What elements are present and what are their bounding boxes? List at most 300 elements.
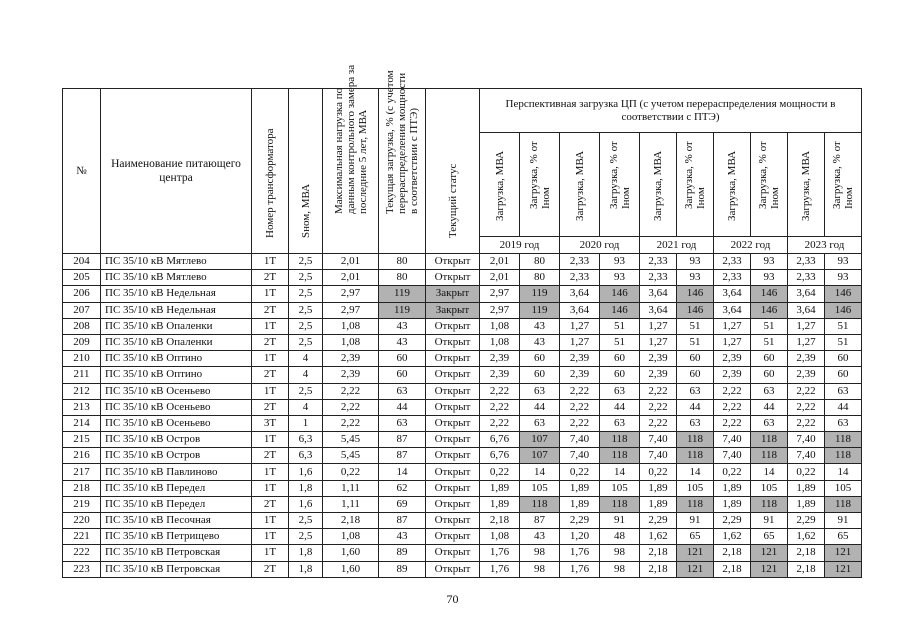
- transformer-cell: 1Т: [252, 254, 289, 270]
- prospective-load-pct-cell: 91: [825, 513, 862, 529]
- prospective-load-pct-cell: 121: [677, 545, 714, 561]
- prospective-load-mva-cell: 2,22: [714, 415, 751, 431]
- prospective-load-pct-cell: 119: [520, 286, 560, 302]
- header-transformer-number: Номер трансформатора: [252, 89, 289, 254]
- prospective-load-pct-cell: 146: [751, 286, 788, 302]
- table-row: [63, 270, 862, 286]
- current-load-cell: 63: [379, 383, 426, 399]
- prospective-load-pct-cell: 14: [751, 464, 788, 480]
- num-cell: 222: [63, 545, 101, 561]
- prospective-load-mva-cell: 3,64: [714, 302, 751, 318]
- snom-cell: 4: [289, 351, 323, 367]
- prospective-load-pct-cell: 60: [520, 367, 560, 383]
- prospective-load-pct-cell: 93: [825, 254, 862, 270]
- prospective-load-mva-cell: 0,22: [788, 464, 825, 480]
- header-load-pct: Загрузка, % от Iном: [751, 133, 788, 237]
- prospective-load-pct-cell: 63: [600, 383, 640, 399]
- prospective-load-mva-cell: 2,39: [714, 367, 751, 383]
- header-snom: Sном, МВА: [289, 89, 323, 254]
- center-name-cell: ПС 35/10 кВ Петровская: [101, 561, 252, 577]
- prospective-load-pct-cell: 60: [600, 367, 640, 383]
- header-load-mva: Загрузка, МВА: [480, 133, 520, 237]
- transformer-cell: 2Т: [252, 367, 289, 383]
- prospective-load-pct-cell: 146: [600, 286, 640, 302]
- transformer-cell: 1Т: [252, 529, 289, 545]
- transformer-cell: 2Т: [252, 270, 289, 286]
- prospective-load-mva-cell: 2,97: [480, 286, 520, 302]
- prospective-load-pct-cell: 91: [751, 513, 788, 529]
- current-load-cell: 60: [379, 367, 426, 383]
- transformer-cell: 2Т: [252, 334, 289, 350]
- prospective-load-pct-cell: 65: [751, 529, 788, 545]
- current-load-cell: 87: [379, 432, 426, 448]
- prospective-load-mva-cell: 2,22: [480, 415, 520, 431]
- snom-cell: 2,5: [289, 318, 323, 334]
- prospective-load-mva-cell: 2,22: [560, 399, 600, 415]
- status-cell: Открыт: [426, 318, 480, 334]
- current-load-cell: 43: [379, 334, 426, 350]
- prospective-load-mva-cell: 6,76: [480, 432, 520, 448]
- prospective-load-mva-cell: 1,89: [480, 496, 520, 512]
- status-cell: Закрыт: [426, 302, 480, 318]
- snom-cell: 6,3: [289, 432, 323, 448]
- prospective-load-pct-cell: 63: [600, 415, 640, 431]
- prospective-load-mva-cell: 1,76: [480, 561, 520, 577]
- prospective-load-mva-cell: 6,76: [480, 448, 520, 464]
- prospective-load-pct-cell: 146: [825, 286, 862, 302]
- prospective-load-mva-cell: 7,40: [788, 432, 825, 448]
- prospective-load-pct-cell: 118: [825, 432, 862, 448]
- prospective-load-pct-cell: 146: [751, 302, 788, 318]
- header-current-status: Текущий статус: [426, 89, 480, 254]
- status-cell: Открыт: [426, 270, 480, 286]
- prospective-load-pct-cell: 14: [825, 464, 862, 480]
- status-cell: Открыт: [426, 513, 480, 529]
- current-load-cell: 80: [379, 254, 426, 270]
- prospective-load-pct-cell: 60: [825, 367, 862, 383]
- prospective-load-pct-cell: 93: [600, 270, 640, 286]
- transformer-cell: 1Т: [252, 513, 289, 529]
- prospective-load-pct-cell: 118: [600, 496, 640, 512]
- prospective-load-pct-cell: 60: [677, 351, 714, 367]
- max-load-cell: 0,22: [323, 464, 379, 480]
- prospective-load-mva-cell: 0,22: [640, 464, 677, 480]
- center-name-cell: ПС 35/10 кВ Осеньево: [101, 415, 252, 431]
- prospective-load-pct-cell: 44: [600, 399, 640, 415]
- prospective-load-pct-cell: 105: [751, 480, 788, 496]
- current-load-cell: 14: [379, 464, 426, 480]
- max-load-cell: 5,45: [323, 448, 379, 464]
- snom-cell: 2,5: [289, 286, 323, 302]
- transformer-cell: 1Т: [252, 286, 289, 302]
- prospective-load-pct-cell: 60: [825, 351, 862, 367]
- load-table: [62, 64, 862, 578]
- transformer-cell: 1Т: [252, 432, 289, 448]
- transformer-cell: 2Т: [252, 399, 289, 415]
- num-cell: 216: [63, 448, 101, 464]
- max-load-cell: 2,39: [323, 367, 379, 383]
- table-row: [63, 351, 862, 367]
- max-load-cell: 1,11: [323, 496, 379, 512]
- prospective-load-mva-cell: 1,20: [560, 529, 600, 545]
- snom-cell: 2,5: [289, 383, 323, 399]
- header-year: 2020 год: [560, 237, 640, 254]
- prospective-load-pct-cell: 43: [520, 529, 560, 545]
- prospective-load-mva-cell: 1,89: [560, 496, 600, 512]
- prospective-load-pct-cell: 51: [677, 334, 714, 350]
- status-cell: Открыт: [426, 334, 480, 350]
- prospective-load-pct-cell: 48: [600, 529, 640, 545]
- prospective-load-pct-cell: 60: [677, 367, 714, 383]
- header-load-mva: Загрузка, МВА: [788, 133, 825, 237]
- prospective-load-pct-cell: 63: [751, 415, 788, 431]
- transformer-cell: 2Т: [252, 448, 289, 464]
- prospective-load-pct-cell: 63: [825, 415, 862, 431]
- center-name-cell: ПС 35/10 кВ Песочная: [101, 513, 252, 529]
- num-cell: 210: [63, 351, 101, 367]
- prospective-load-pct-cell: 63: [677, 383, 714, 399]
- num-cell: 212: [63, 383, 101, 399]
- prospective-load-pct-cell: 107: [520, 432, 560, 448]
- prospective-load-mva-cell: 1,62: [714, 529, 751, 545]
- prospective-load-pct-cell: 91: [600, 513, 640, 529]
- max-load-cell: 1,08: [323, 318, 379, 334]
- prospective-load-pct-cell: 65: [677, 529, 714, 545]
- prospective-load-mva-cell: 2,29: [714, 513, 751, 529]
- prospective-load-mva-cell: 2,22: [788, 415, 825, 431]
- status-cell: Открыт: [426, 432, 480, 448]
- transformer-cell: 2Т: [252, 496, 289, 512]
- prospective-load-mva-cell: 7,40: [714, 448, 751, 464]
- current-load-cell: 69: [379, 496, 426, 512]
- prospective-load-mva-cell: 1,89: [560, 480, 600, 496]
- prospective-load-mva-cell: 2,18: [788, 545, 825, 561]
- prospective-load-mva-cell: 1,27: [788, 334, 825, 350]
- snom-cell: 1,6: [289, 496, 323, 512]
- num-cell: 208: [63, 318, 101, 334]
- prospective-load-pct-cell: 146: [600, 302, 640, 318]
- num-cell: 218: [63, 480, 101, 496]
- status-cell: Закрыт: [426, 286, 480, 302]
- table-row: [63, 302, 862, 318]
- prospective-load-pct-cell: 98: [600, 545, 640, 561]
- prospective-load-mva-cell: 2,22: [560, 383, 600, 399]
- prospective-load-mva-cell: 3,64: [788, 302, 825, 318]
- prospective-load-pct-cell: 44: [825, 399, 862, 415]
- max-load-cell: 1,11: [323, 480, 379, 496]
- max-load-cell: 2,22: [323, 415, 379, 431]
- status-cell: Открыт: [426, 254, 480, 270]
- transformer-cell: 3Т: [252, 415, 289, 431]
- prospective-load-mva-cell: 1,08: [480, 318, 520, 334]
- prospective-load-mva-cell: 1,08: [480, 334, 520, 350]
- prospective-load-mva-cell: 2,22: [714, 383, 751, 399]
- prospective-load-pct-cell: 63: [520, 415, 560, 431]
- prospective-load-mva-cell: 2,33: [560, 270, 600, 286]
- prospective-load-mva-cell: 1,62: [788, 529, 825, 545]
- table-row: [63, 383, 862, 399]
- snom-cell: 2,5: [289, 334, 323, 350]
- prospective-load-mva-cell: 2,18: [640, 561, 677, 577]
- transformer-cell: 2Т: [252, 561, 289, 577]
- prospective-load-pct-cell: 105: [677, 480, 714, 496]
- prospective-load-pct-cell: 118: [677, 432, 714, 448]
- prospective-load-pct-cell: 51: [677, 318, 714, 334]
- transformer-cell: 2Т: [252, 302, 289, 318]
- num-cell: 217: [63, 464, 101, 480]
- prospective-load-mva-cell: 2,39: [480, 351, 520, 367]
- prospective-load-pct-cell: 146: [677, 302, 714, 318]
- prospective-load-mva-cell: 7,40: [560, 448, 600, 464]
- prospective-load-pct-cell: 121: [751, 561, 788, 577]
- prospective-load-mva-cell: 2,39: [560, 351, 600, 367]
- prospective-load-pct-cell: 87: [520, 513, 560, 529]
- prospective-load-mva-cell: 2,29: [788, 513, 825, 529]
- prospective-load-pct-cell: 65: [825, 529, 862, 545]
- num-cell: 204: [63, 254, 101, 270]
- prospective-load-mva-cell: 1,89: [480, 480, 520, 496]
- prospective-load-pct-cell: 60: [600, 351, 640, 367]
- prospective-load-mva-cell: 2,39: [640, 351, 677, 367]
- prospective-load-mva-cell: 1,27: [560, 334, 600, 350]
- prospective-load-pct-cell: 121: [677, 561, 714, 577]
- prospective-load-mva-cell: 3,64: [560, 286, 600, 302]
- table-row: [63, 399, 862, 415]
- prospective-load-pct-cell: 91: [677, 513, 714, 529]
- prospective-load-mva-cell: 2,22: [640, 399, 677, 415]
- prospective-load-mva-cell: 2,39: [560, 367, 600, 383]
- prospective-load-pct-cell: 118: [825, 496, 862, 512]
- prospective-load-mva-cell: 2,33: [640, 270, 677, 286]
- snom-cell: 6,3: [289, 448, 323, 464]
- center-name-cell: ПС 35/10 кВ Осеньево: [101, 383, 252, 399]
- prospective-load-pct-cell: 93: [600, 254, 640, 270]
- prospective-load-mva-cell: 2,18: [788, 561, 825, 577]
- prospective-load-pct-cell: 105: [600, 480, 640, 496]
- prospective-load-pct-cell: 63: [825, 383, 862, 399]
- prospective-load-mva-cell: 2,22: [640, 383, 677, 399]
- prospective-load-pct-cell: 121: [825, 545, 862, 561]
- prospective-load-mva-cell: 0,22: [480, 464, 520, 480]
- prospective-load-mva-cell: 2,22: [714, 399, 751, 415]
- prospective-load-mva-cell: 7,40: [560, 432, 600, 448]
- status-cell: Открыт: [426, 415, 480, 431]
- current-load-cell: 80: [379, 270, 426, 286]
- header-year: 2019 год: [480, 237, 560, 254]
- transformer-cell: 1Т: [252, 545, 289, 561]
- prospective-load-mva-cell: 2,22: [788, 399, 825, 415]
- num-cell: 207: [63, 302, 101, 318]
- max-load-cell: 2,39: [323, 351, 379, 367]
- prospective-load-mva-cell: 3,64: [714, 286, 751, 302]
- prospective-load-pct-cell: 43: [520, 318, 560, 334]
- prospective-load-mva-cell: 2,33: [714, 270, 751, 286]
- prospective-load-mva-cell: 2,18: [714, 561, 751, 577]
- prospective-load-pct-cell: 118: [677, 496, 714, 512]
- prospective-load-mva-cell: 1,89: [788, 480, 825, 496]
- table-row: [63, 464, 862, 480]
- prospective-load-pct-cell: 14: [600, 464, 640, 480]
- snom-cell: 2,5: [289, 513, 323, 529]
- table-row: [63, 254, 862, 270]
- prospective-load-pct-cell: 119: [520, 302, 560, 318]
- prospective-load-pct-cell: 51: [600, 334, 640, 350]
- prospective-load-pct-cell: 118: [600, 448, 640, 464]
- table-row: [63, 432, 862, 448]
- max-load-cell: 5,45: [323, 432, 379, 448]
- snom-cell: 1,8: [289, 561, 323, 577]
- table-row: [63, 513, 862, 529]
- prospective-load-mva-cell: 1,08: [480, 529, 520, 545]
- status-cell: Открыт: [426, 480, 480, 496]
- center-name-cell: ПС 35/10 кВ Передел: [101, 480, 252, 496]
- transformer-cell: 1Т: [252, 464, 289, 480]
- prospective-load-pct-cell: 118: [677, 448, 714, 464]
- prospective-load-pct-cell: 60: [751, 367, 788, 383]
- current-load-cell: 63: [379, 415, 426, 431]
- max-load-cell: 2,22: [323, 399, 379, 415]
- header-center-name: Наименование питающего центра: [101, 89, 252, 254]
- center-name-cell: ПС 35/10 кВ Мятлево: [101, 254, 252, 270]
- max-load-cell: 1,60: [323, 561, 379, 577]
- prospective-load-mva-cell: 1,76: [480, 545, 520, 561]
- prospective-load-mva-cell: 1,27: [714, 318, 751, 334]
- status-cell: Открыт: [426, 545, 480, 561]
- prospective-load-pct-cell: 146: [677, 286, 714, 302]
- prospective-load-mva-cell: 2,22: [640, 415, 677, 431]
- status-cell: Открыт: [426, 464, 480, 480]
- prospective-load-pct-cell: 146: [825, 302, 862, 318]
- num-cell: 219: [63, 496, 101, 512]
- header-load-pct: Загрузка, % от Iном: [520, 133, 560, 237]
- num-cell: 214: [63, 415, 101, 431]
- prospective-load-pct-cell: 93: [677, 254, 714, 270]
- prospective-load-pct-cell: 51: [751, 318, 788, 334]
- current-load-cell: 62: [379, 480, 426, 496]
- table-row: [63, 496, 862, 512]
- table-row: [63, 480, 862, 496]
- prospective-load-mva-cell: 2,39: [788, 367, 825, 383]
- prospective-load-mva-cell: 2,33: [640, 254, 677, 270]
- center-name-cell: ПС 35/10 кВ Опаленки: [101, 318, 252, 334]
- status-cell: Открыт: [426, 383, 480, 399]
- max-load-cell: 2,01: [323, 254, 379, 270]
- header-current-load: Текущая загрузка, % (с учетом перераспределения мощности в соответствии с ПТЭ): [379, 89, 426, 254]
- prospective-load-mva-cell: 2,39: [640, 367, 677, 383]
- snom-cell: 4: [289, 367, 323, 383]
- prospective-load-pct-cell: 118: [520, 496, 560, 512]
- prospective-load-pct-cell: 93: [825, 270, 862, 286]
- prospective-load-mva-cell: 1,27: [640, 318, 677, 334]
- prospective-load-pct-cell: 63: [677, 415, 714, 431]
- prospective-load-pct-cell: 118: [825, 448, 862, 464]
- snom-cell: 2,5: [289, 254, 323, 270]
- transformer-cell: 1Т: [252, 351, 289, 367]
- center-name-cell: ПС 35/10 кВ Недельная: [101, 302, 252, 318]
- prospective-load-pct-cell: 51: [825, 334, 862, 350]
- prospective-load-pct-cell: 118: [751, 496, 788, 512]
- prospective-load-pct-cell: 44: [520, 399, 560, 415]
- prospective-load-pct-cell: 93: [751, 254, 788, 270]
- prospective-load-mva-cell: 2,18: [714, 545, 751, 561]
- prospective-load-mva-cell: 2,22: [788, 383, 825, 399]
- table-row: [63, 367, 862, 383]
- prospective-load-mva-cell: 1,89: [714, 480, 751, 496]
- prospective-load-pct-cell: 14: [520, 464, 560, 480]
- table-row: [63, 561, 862, 577]
- prospective-load-pct-cell: 51: [751, 334, 788, 350]
- prospective-load-mva-cell: 2,33: [788, 270, 825, 286]
- prospective-load-pct-cell: 98: [600, 561, 640, 577]
- center-name-cell: ПС 35/10 кВ Оптино: [101, 367, 252, 383]
- center-name-cell: ПС 35/10 кВ Оптино: [101, 351, 252, 367]
- header-year: 2022 год: [714, 237, 788, 254]
- header-load-mva: Загрузка, МВА: [714, 133, 751, 237]
- prospective-load-mva-cell: 2,22: [480, 399, 520, 415]
- prospective-load-pct-cell: 51: [600, 318, 640, 334]
- prospective-load-mva-cell: 2,33: [714, 254, 751, 270]
- max-load-cell: 2,22: [323, 383, 379, 399]
- snom-cell: 2,5: [289, 270, 323, 286]
- status-cell: Открыт: [426, 351, 480, 367]
- header-prospective: Перспективная загрузка ЦП (с учетом перераспределения мощности в соответствии с ПТЭ): [480, 89, 862, 133]
- prospective-load-pct-cell: 121: [825, 561, 862, 577]
- status-cell: Открыт: [426, 399, 480, 415]
- prospective-load-mva-cell: 0,22: [714, 464, 751, 480]
- prospective-load-mva-cell: 2,18: [480, 513, 520, 529]
- prospective-load-mva-cell: 2,29: [640, 513, 677, 529]
- center-name-cell: ПС 35/10 кВ Недельная: [101, 286, 252, 302]
- center-name-cell: ПС 35/10 кВ Павлиново: [101, 464, 252, 480]
- prospective-load-pct-cell: 93: [751, 270, 788, 286]
- max-load-cell: 1,60: [323, 545, 379, 561]
- snom-cell: 2,5: [289, 302, 323, 318]
- prospective-load-pct-cell: 43: [520, 334, 560, 350]
- prospective-load-mva-cell: 2,33: [788, 254, 825, 270]
- snom-cell: 1: [289, 415, 323, 431]
- max-load-cell: 2,01: [323, 270, 379, 286]
- prospective-load-pct-cell: 98: [520, 561, 560, 577]
- prospective-load-mva-cell: 2,01: [480, 254, 520, 270]
- prospective-load-pct-cell: 14: [677, 464, 714, 480]
- status-cell: Открыт: [426, 496, 480, 512]
- current-load-cell: 119: [379, 286, 426, 302]
- center-name-cell: ПС 35/10 кВ Осеньево: [101, 399, 252, 415]
- snom-cell: 2,5: [289, 529, 323, 545]
- prospective-load-mva-cell: 1,89: [788, 496, 825, 512]
- prospective-load-mva-cell: 1,89: [714, 496, 751, 512]
- prospective-load-mva-cell: 7,40: [788, 448, 825, 464]
- prospective-load-mva-cell: 1,27: [640, 334, 677, 350]
- prospective-load-mva-cell: 2,29: [560, 513, 600, 529]
- max-load-cell: 1,08: [323, 529, 379, 545]
- prospective-load-mva-cell: 1,89: [640, 496, 677, 512]
- snom-cell: 1,8: [289, 480, 323, 496]
- center-name-cell: ПС 35/10 кВ Остров: [101, 448, 252, 464]
- prospective-load-pct-cell: 60: [751, 351, 788, 367]
- prospective-load-mva-cell: 0,22: [560, 464, 600, 480]
- table-row: [63, 286, 862, 302]
- prospective-load-pct-cell: 107: [520, 448, 560, 464]
- num-cell: 213: [63, 399, 101, 415]
- max-load-cell: 2,97: [323, 286, 379, 302]
- prospective-load-pct-cell: 118: [600, 432, 640, 448]
- transformer-cell: 1Т: [252, 480, 289, 496]
- prospective-load-pct-cell: 93: [677, 270, 714, 286]
- center-name-cell: ПС 35/10 кВ Петрищево: [101, 529, 252, 545]
- current-load-cell: 44: [379, 399, 426, 415]
- center-name-cell: ПС 35/10 кВ Остров: [101, 432, 252, 448]
